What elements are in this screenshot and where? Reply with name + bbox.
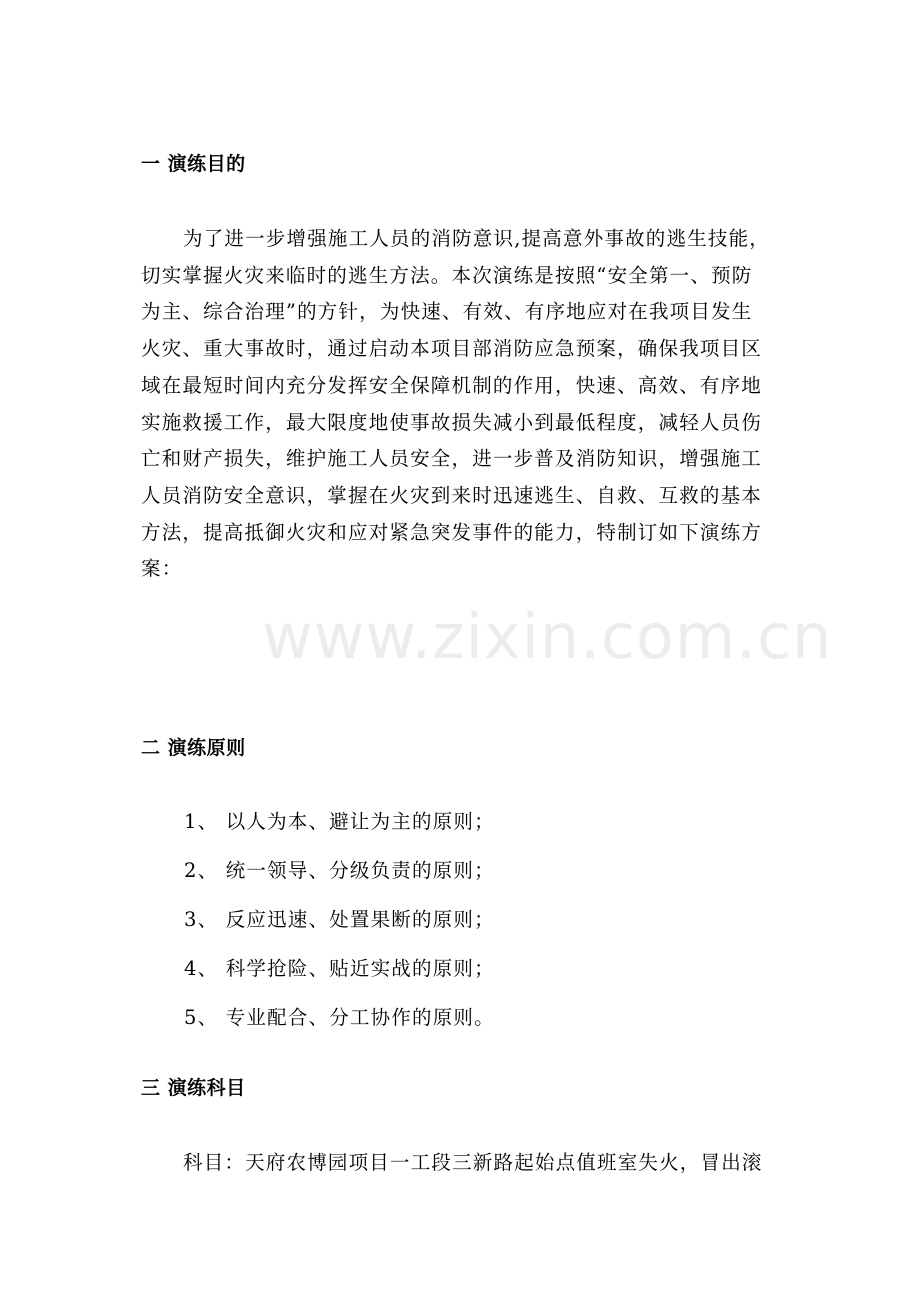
paragraph-line: 人员消防安全意识，掌握在火灾到来时迅速逃生、自救、互救的基本 [141,483,763,507]
section-3-paragraph [141,1145,791,1182]
paragraph-line: 亡和财产损失，维护施工人员安全，进一步普及消防知识，增强施工 [141,447,763,471]
watermark: www.zixin.com.cn [262,600,833,673]
list-item: 4、 科学抢险、贴近实战的原则； [184,957,495,980]
paragraph-line: 科目：天府农博园项目一工段三新路起始点值班室失火，冒出滚 [183,1151,763,1174]
list-item: 1、 以人为本、避让为主的原则； [184,810,495,833]
paragraph-line: 实施救援工作，最大限度地使事故损失减小到最低程度，减轻人员伤 [141,410,763,434]
paragraph-line: 为了进一步增强施工人员的消防意识,提高意外事故的逃生技能， [183,227,770,250]
section-2-heading: 二 演练原则 [141,737,246,759]
list-item: 2、 统一领导、分级负责的原则； [184,859,495,882]
section-3-heading: 三 演练科目 [141,1077,246,1099]
paragraph-line: 案： [141,557,183,581]
paragraph-line: 方法，提高抵御火灾和应对紧急突发事件的能力，特制订如下演练方 [141,520,763,544]
section-1-heading: 一 演练目的 [141,153,246,175]
list-item: 5、 专业配合、分工协作的原则。 [184,1006,495,1029]
list-item: 3、 反应迅速、处置果断的原则； [184,908,495,931]
paragraph-line: 为主、综合治理”的方针，为快速、有效、有序地应对在我项目发生 [141,300,753,324]
paragraph-line: 切实掌握火灾来临时的逃生方法。本次演练是按照“安全第一、预防 [141,263,753,287]
section-1-paragraph [141,221,791,588]
paragraph-line: 火灾、重大事故时，通过启动本项目部消防应急预案，确保我项目区 [141,337,763,361]
paragraph-line: 域在最短时间内充分发挥安全保障机制的作用，快速、高效、有序地 [141,373,763,397]
